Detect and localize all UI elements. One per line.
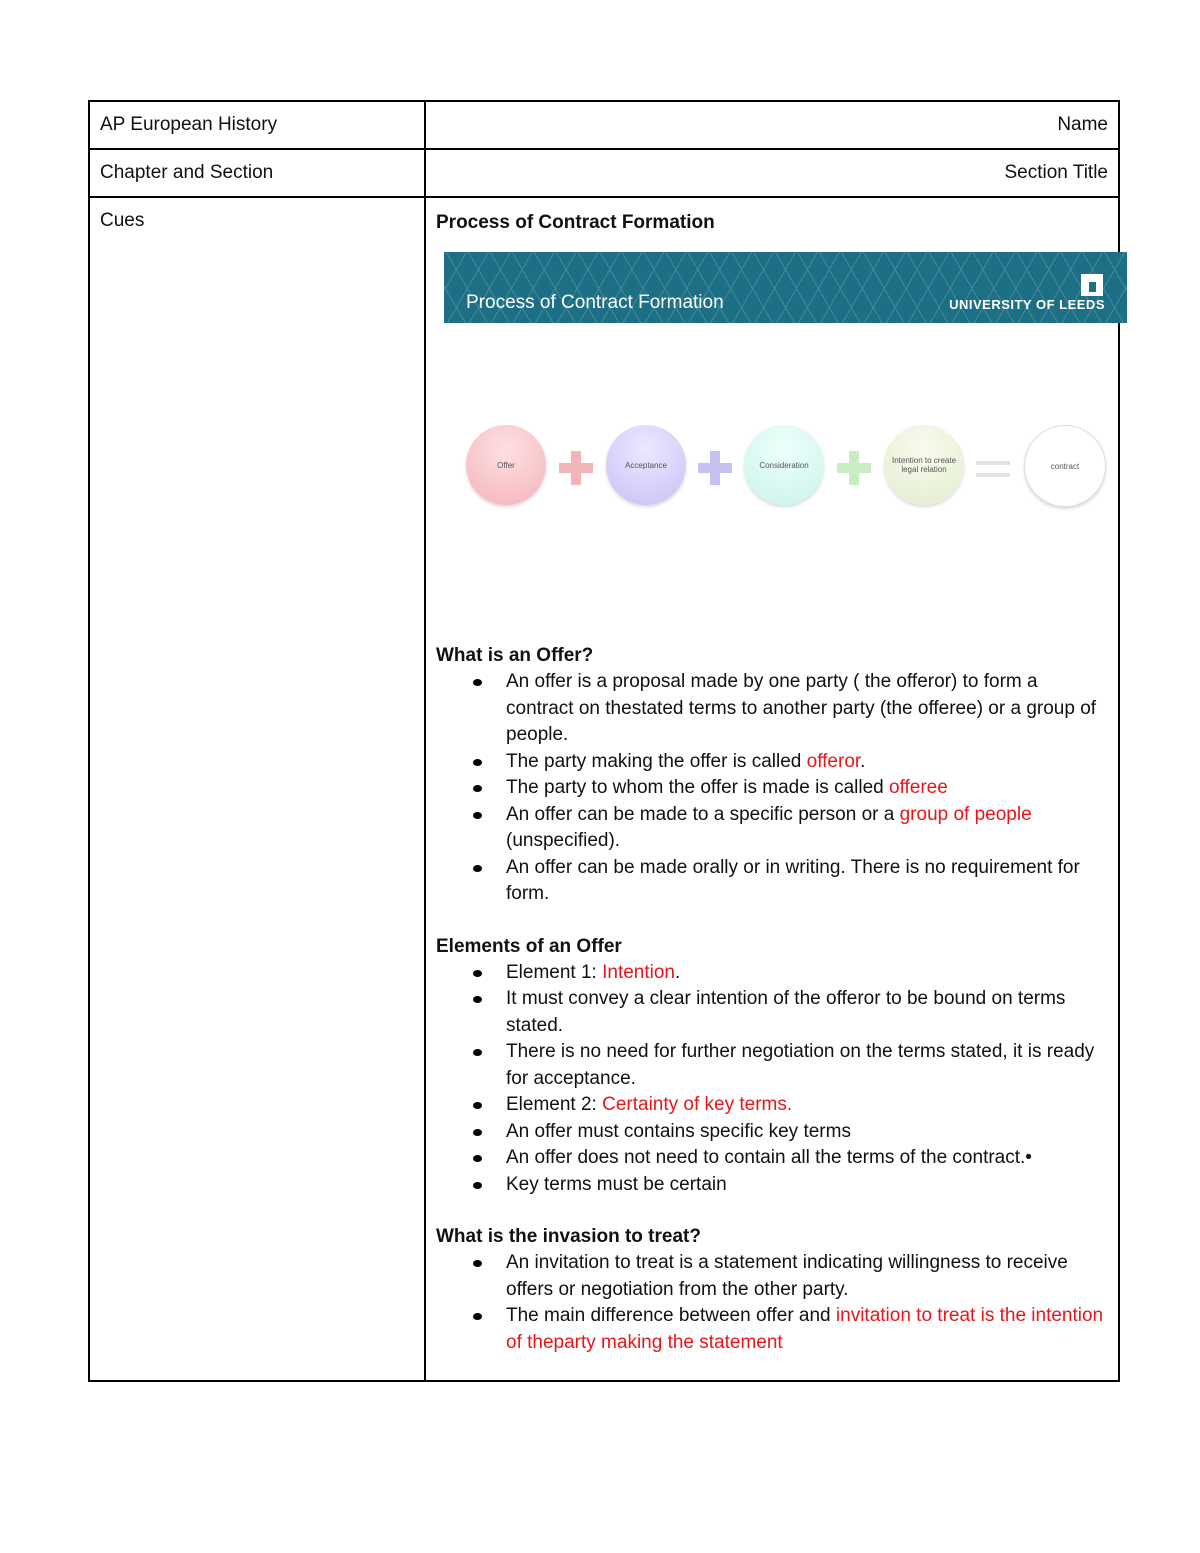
list-item (506, 1119, 1108, 1146)
plus-icon (698, 451, 732, 485)
course-label: AP European History (89, 101, 425, 149)
diagram-step-contract: contract (1024, 425, 1106, 507)
list-item-text: An offer can be made to a specific person or a (506, 803, 900, 825)
list-item (506, 1092, 1108, 1119)
list-item-text: (unspecified). (506, 830, 621, 851)
list-item-text: An offer must contains specific key terms (506, 1120, 851, 1142)
list-item-text: . (675, 961, 681, 983)
highlighted-term: Intention (602, 961, 676, 983)
list-item (506, 1250, 1108, 1303)
offer-heading: What is an Offer? (436, 645, 594, 666)
list-item-text: An invitation to treat is a statement indicating willingness to receive offers or negotiation from the other party. (506, 1252, 1068, 1300)
highlighted-term: invitation to treat is the intention of theparty making the statement (506, 1305, 1104, 1353)
list-item (506, 749, 1108, 776)
notes-column (425, 197, 1119, 1381)
list-item-text: . (860, 750, 866, 772)
list-item-text: Element 1: (506, 961, 603, 983)
highlighted-term: group of people (899, 803, 1032, 825)
cornell-notes-table (88, 100, 1120, 1382)
invitation-heading: What is the invasion to treat? (436, 1226, 701, 1247)
list-item-text: It must convey a clear intention of the offeror to be bound on terms stated. (506, 988, 1066, 1036)
diagram-step-consideration: Consideration (744, 425, 824, 505)
list-item-text: There is no need for further negotiation on the terms stated, it is ready for acceptance. (506, 1041, 1095, 1089)
header-row-chapter (89, 149, 1119, 197)
list-item-text: Key terms must be certain (506, 1173, 727, 1195)
header-row-course (89, 101, 1119, 149)
equals-icon (976, 461, 1010, 477)
list-item (506, 802, 1108, 855)
cues-column (89, 197, 425, 1381)
contract-formation-diagram (444, 323, 1108, 643)
list-item-text: Element 2: (506, 1094, 603, 1115)
highlighted-term: Certainty of key terms. (602, 1094, 793, 1115)
notes-row (89, 197, 1119, 1381)
diagram-step-acceptance: Acceptance (606, 425, 686, 505)
banner-title: Process of Contract Formation (466, 292, 724, 313)
list-item-text: The main difference between offer and (506, 1305, 836, 1326)
chapter-section-label: Chapter and Section (89, 149, 425, 197)
diagram-step-intention: Intention to create legal relation (884, 425, 964, 505)
list-item (506, 1145, 1108, 1172)
list-item-text: An offer can be made orally or in writing. There is no requirement for form. (506, 856, 1080, 904)
university-logo-icon (1081, 274, 1103, 296)
diagram-step-offer: Offer (466, 425, 546, 505)
offer-list (436, 669, 1108, 908)
invitation-list (436, 1250, 1108, 1356)
list-item (506, 1039, 1108, 1092)
list-item-text: The party making the offer is called (506, 750, 807, 772)
highlighted-term: offeree (889, 777, 948, 798)
highlighted-term: offeror (806, 750, 861, 772)
slide-banner (444, 252, 1127, 323)
list-item-text: An offer does not need to contain all the terms of the contract.• (506, 1147, 1032, 1168)
main-heading: Process of Contract Formation (436, 212, 715, 233)
plus-icon (837, 451, 871, 485)
list-item (506, 1303, 1108, 1356)
list-item (506, 986, 1108, 1039)
elements-section (436, 934, 1108, 1199)
invitation-section (436, 1224, 1108, 1356)
banner-logo-text: UNIVERSITY OF LEEDS (949, 297, 1105, 312)
list-item (506, 960, 1108, 987)
offer-section (436, 643, 1108, 908)
list-item-text: The party to whom the offer is made is called (506, 777, 889, 798)
list-item (506, 1172, 1108, 1199)
list-item (506, 775, 1108, 802)
name-label: Name (425, 101, 1119, 149)
elements-heading: Elements of an Offer (436, 935, 622, 957)
list-item (506, 855, 1108, 908)
list-item (506, 669, 1108, 749)
elements-list (436, 960, 1108, 1199)
plus-icon (559, 451, 593, 485)
cues-label: Cues (100, 210, 145, 231)
section-title-label: Section Title (425, 149, 1119, 197)
list-item-text: An offer is a proposal made by one party ( the offeror) to form a contract on thestated terms to another party (the offeree) or a group of people. (506, 671, 1097, 745)
